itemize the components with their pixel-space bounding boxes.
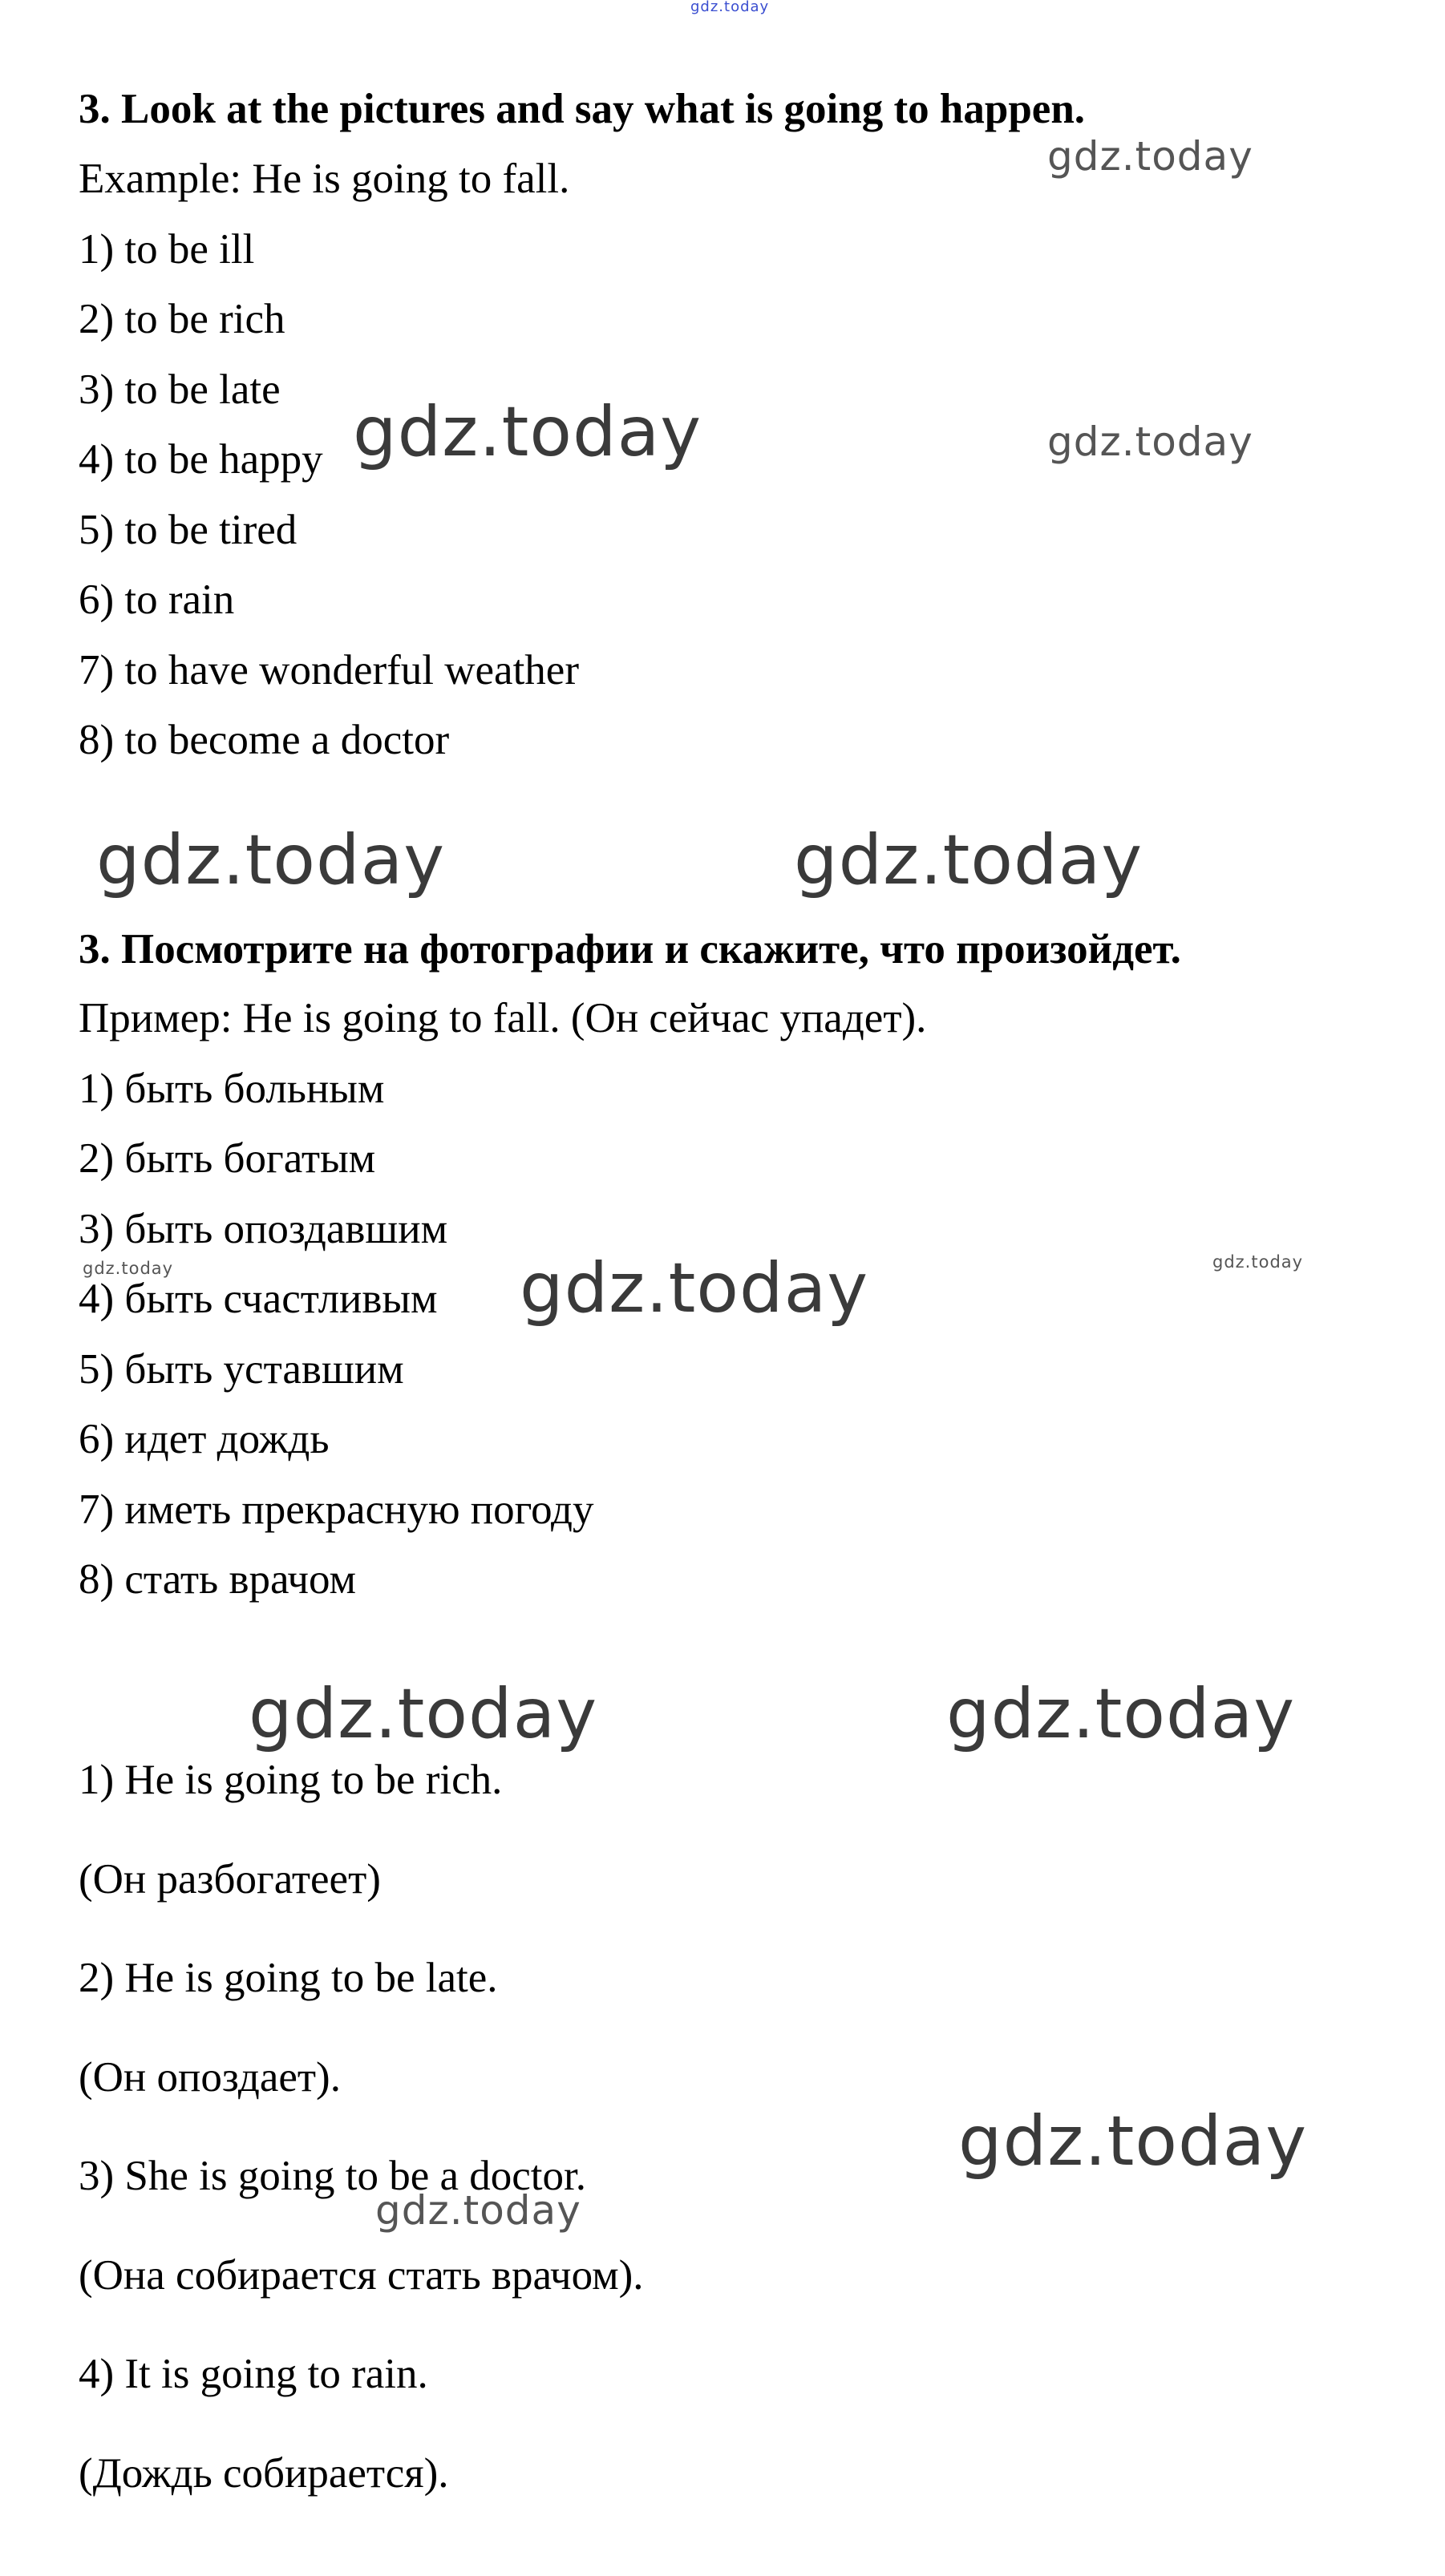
answer-translation: (Он разбогатеет) — [79, 1856, 381, 1903]
english-item: 1) to be ill — [79, 226, 255, 273]
russian-item: 5) быть уставшим — [79, 1346, 404, 1393]
answer-line: 2) He is going to be late. — [79, 1955, 498, 2001]
watermark: gdz.today — [249, 1674, 598, 1754]
watermark: gdz.today — [375, 2187, 581, 2234]
watermark: gdz.today — [794, 820, 1143, 900]
watermark: gdz.today — [520, 1248, 869, 1328]
english-item: 8) to become a doctor — [79, 717, 450, 763]
english-item: 5) to be tired — [79, 507, 298, 553]
answer-translation: (Она собирается стать врачом). — [79, 2252, 644, 2299]
russian-item: 1) быть больным — [79, 1066, 385, 1112]
watermark: gdz.today — [96, 820, 446, 900]
english-item: 7) to have wonderful weather — [79, 647, 579, 694]
russian-item: 8) стать врачом — [79, 1556, 357, 1603]
english-item: 4) to be happy — [79, 436, 323, 483]
watermark-top: gdz.today — [690, 0, 770, 15]
watermark: gdz.today — [958, 2101, 1308, 2182]
watermark: gdz.today — [353, 392, 702, 472]
russian-task-heading: 3. Посмотрите на фотографии и скажите, что произойдет. — [79, 926, 1181, 973]
watermark: gdz.today — [1047, 133, 1253, 180]
watermark: gdz.today — [946, 1674, 1296, 1754]
answer-line: 3) She is going to be a doctor. — [79, 2153, 586, 2199]
answer-translation: (Он опоздает). — [79, 2054, 341, 2101]
english-item: 3) to be late — [79, 366, 281, 413]
english-item: 2) to be rich — [79, 296, 285, 342]
russian-item: 4) быть счастливым — [79, 1276, 438, 1322]
english-item: 6) to rain — [79, 576, 235, 623]
english-task-heading: 3. Look at the pictures and say what is going to happen. — [79, 86, 1086, 132]
answer-translation: (Дождь собирается). — [79, 2450, 449, 2497]
english-example: Example: He is going to fall. — [79, 156, 570, 202]
watermark: gdz.today — [83, 1259, 174, 1278]
russian-item: 7) иметь прекрасную погоду — [79, 1486, 594, 1533]
russian-item: 2) быть богатым — [79, 1135, 376, 1182]
watermark: gdz.today — [1212, 1252, 1304, 1272]
answer-line: 1) He is going to be rich. — [79, 1757, 503, 1803]
russian-item: 3) быть опоздавшим — [79, 1206, 448, 1252]
russian-example: Пример: He is going to fall. (Он сейчас упадет). — [79, 995, 927, 1041]
answer-line: 4) It is going to rain. — [79, 2351, 428, 2397]
watermark: gdz.today — [1047, 419, 1253, 465]
russian-item: 6) идет дождь — [79, 1416, 330, 1462]
